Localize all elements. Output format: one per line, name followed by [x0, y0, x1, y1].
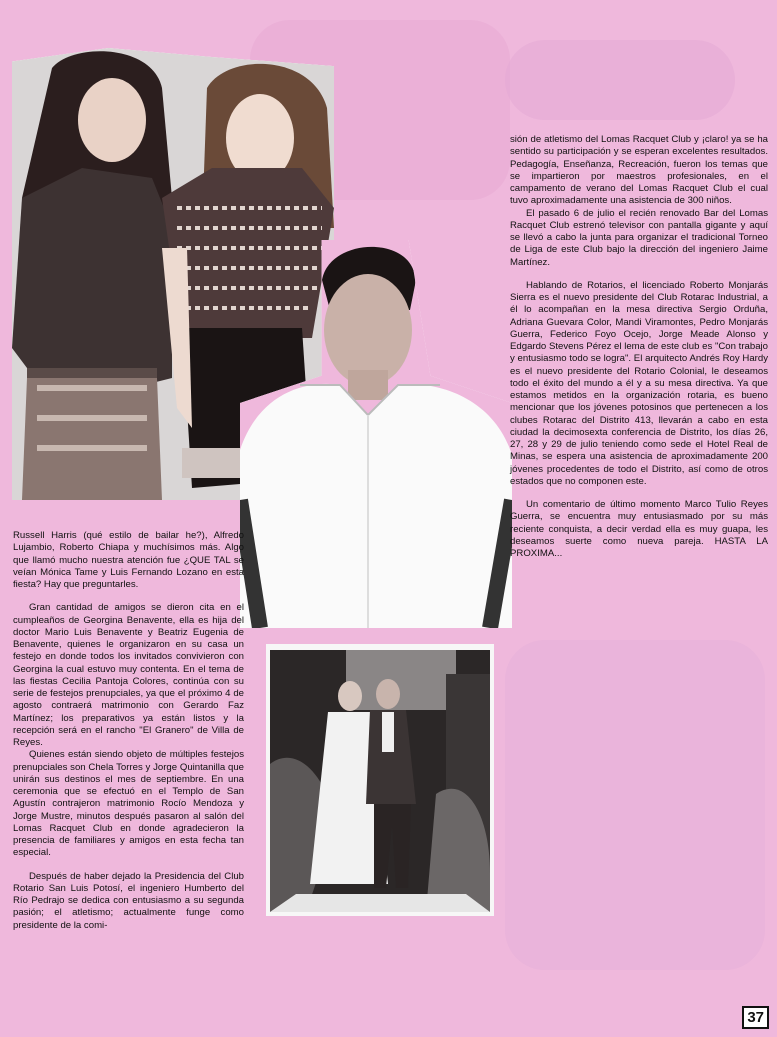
paragraph: Un comentario de último momento Marco Tulio Reyes Guerra, se encuentra muy entusiasmado por su más reciente conquista, a decir verdad ella es muy guapa, les deseamos suerte como nueva pareja. HASTA LA PROXIMA...: [510, 499, 768, 559]
paragraph: Gran cantidad de amigos se dieron cita en el cumpleaños de Georgina Benavente, ella es hija del doctor Mario Luis Benavente y Beatriz Eugenia de Benavente, quienes le organizaron en su casa un festejo en donde todos los invitados convivieron con Georgina la cual estuvo muy contenta. En el tema de las fiestas Cecilia Pantoja Colores, continúa con su serie de festejos prenupciales, ya que el próximo 4 de agosto contraerá matrimonio con Gerardo Faz Martínez; los preparativos ya están listos y la recepción será en el rancho "El Granero" de Villa de Reyes.: [13, 602, 244, 748]
left-text-column: [13, 530, 244, 943]
paragraph: sión de atletismo del Lomas Racquet Club y ¡claro! ya se ha sentido su participación y se esperan excelentes resultados. Pedagogía, Enseñanza, Recreación, fueron los temas que se impartieron por maestros profesionales, en el campamento de verano del Lomas Racquet Club el cual tuvo aproximadamente una asistencia de 300 niños.: [510, 134, 768, 207]
paragraph: Quienes están siendo objeto de múltiples festejos prenupciales son Chela Torres y Jorge Quintanilla que unirán sus destinos el mes de septiembre. En una ceremonia que se efectuó en el Templo de San Agustín contrajeron matrimonio Rocío Mendoza y Jorge Mustre, minutos después pasaron al salón del Lomas Racquet Club en donde agradecieron la presencia de familiares y amigos en esta fecha tan especial.: [13, 749, 244, 859]
photo-wedding-couple: [266, 644, 494, 916]
paragraph: Hablando de Rotarios, el licenciado Roberto Monjarás Sierra es el nuevo presidente del Club Rotarac Industrial, a él lo acompañan en la mesa directiva Sergio Orduña, Adriana Guevara Color, Mandi Viramontes, Pedro Monjarás Guerra, Federico Foyo Ocejo, Jorge Meade Alonso y Edgardo Stevens Pérez el lema de este club es "Con trabajo y entusiasmo todo se logra". El arquitecto Andrés Roy Hardy es el nuevo presidente del Rotario Colonial, le deseamos todo el éxito del mundo a él y a su mesa directiva. Ya que estamos metidos en la organización rotaria, es bueno mencionar que los jóvenes potosinos que pertenecen a los clubes Rotarac del Distrito 413, llevarán a cabo en esta ciudad la decimosexta conferencia de Distrito, los días 26, 27, 28 y 29 de julio teniendo como sede el Hotel Real de Minas, se espera una asistencia de aproximadamente 200 jóvenes procedentes de todo el Distrito, así como de otros estados que no componen este.: [510, 279, 768, 487]
page-number: 37: [742, 1006, 769, 1029]
background-shape: [505, 640, 765, 970]
paragraph: Después de haber dejado la Presidencia del Club Rotario San Luis Potosí, el ingeniero Humberto del Río Pedrajo se dedica con entusiasmo a su segunda pasión; el atletismo; actualmente funge como presidente de la comi-: [13, 870, 244, 931]
background-shape: [505, 40, 735, 120]
right-text-column: [510, 134, 768, 571]
paragraph: Russell Harris (qué estilo de bailar he?), Alfredo Lujambio, Roberto Chiapa y muchísimos más. Algo que llamó mucho nuestra atención fue ¿QUE TAL se veían Mónica Tame y Luis Fernando Lozano en esta fiesta? Hay que preguntarles.: [13, 530, 244, 590]
paragraph: El pasado 6 de julio el recién renovado Bar del Lomas Racquet Club estrenó televisor con pantalla gigante y aquí se llevó a cabo la junta para organizar el tradicional Torneo de Liga de este Club bajo la dirección del ingeniero Jaime Martínez.: [510, 207, 768, 268]
